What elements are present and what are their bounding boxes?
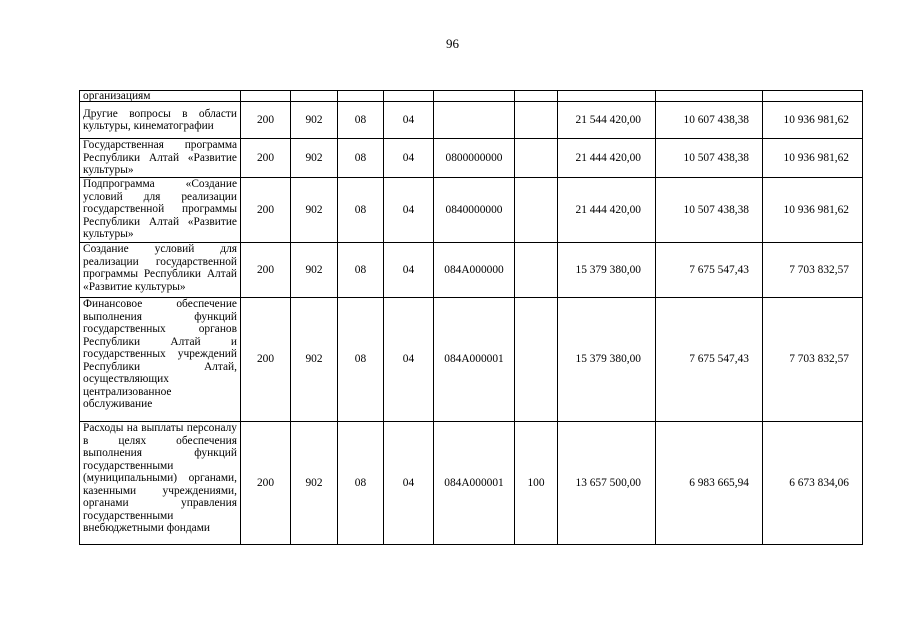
cell-target-article: 084A000000 (434, 243, 515, 298)
cell-target-article: 084A000001 (434, 422, 515, 545)
row-name: Другие вопросы в области культуры, кинематографии (80, 102, 241, 139)
cell-target-article: 0800000000 (434, 139, 515, 178)
page-number: 96 (446, 36, 459, 51)
cell-subsection: 04 (384, 243, 434, 298)
cell-amount-3: 10 936 981,62 (763, 139, 863, 178)
row-name: Государственная программа Республики Алтай «Развитие культуры» (80, 139, 241, 178)
cell-subsection: 04 (384, 298, 434, 422)
table-row (80, 102, 863, 139)
cell-target-article: 084A000001 (434, 298, 515, 422)
cell-section: 08 (338, 422, 384, 545)
cell-code-2 (291, 91, 338, 102)
cell-amount-2: 6 983 665,94 (656, 422, 763, 545)
cell-amount-3: 7 703 832,57 (763, 243, 863, 298)
cell-expense-type (515, 91, 558, 102)
cell-target-article (434, 102, 515, 139)
cell-expense-type (515, 102, 558, 139)
cell-code-2: 902 (291, 178, 338, 243)
table-row (80, 91, 863, 102)
row-name: Создание условий для реализации государственной программы Республики Алтай «Развитие культуры» (80, 243, 241, 298)
cell-amount-1: 21 444 420,00 (558, 139, 656, 178)
cell-expense-type (515, 139, 558, 178)
row-name: Подпрограмма «Создание условий для реализации государственной программы Республики Алтай «Развитие культуры» (80, 178, 241, 243)
table-row (80, 178, 863, 243)
cell-target-article: 0840000000 (434, 178, 515, 243)
cell-amount-2: 10 507 438,38 (656, 178, 763, 243)
row-name: организациям (80, 91, 241, 102)
cell-amount-1: 15 379 380,00 (558, 243, 656, 298)
cell-section: 08 (338, 243, 384, 298)
table-row (80, 139, 863, 178)
cell-expense-type (515, 243, 558, 298)
cell-amount-1 (558, 91, 656, 102)
cell-amount-3: 10 936 981,62 (763, 102, 863, 139)
cell-code-2: 902 (291, 243, 338, 298)
cell-expense-type (515, 298, 558, 422)
cell-code-1: 200 (241, 102, 291, 139)
cell-amount-1: 21 544 420,00 (558, 102, 656, 139)
table-row (80, 243, 863, 298)
cell-subsection: 04 (384, 178, 434, 243)
cell-code-2: 902 (291, 422, 338, 545)
cell-section: 08 (338, 298, 384, 422)
cell-subsection (384, 91, 434, 102)
cell-amount-2: 10 507 438,38 (656, 139, 763, 178)
row-name: Расходы на выплаты персоналу в целях обеспечения выполнения функций государственными (муниципальными) органами, казенными учреждениями, органами управления государственными внебюджетными фондами (80, 422, 241, 545)
cell-amount-1: 21 444 420,00 (558, 178, 656, 243)
cell-amount-3: 7 703 832,57 (763, 298, 863, 422)
cell-code-2: 902 (291, 139, 338, 178)
cell-code-1: 200 (241, 178, 291, 243)
cell-expense-type: 100 (515, 422, 558, 545)
cell-amount-3 (763, 91, 863, 102)
cell-subsection: 04 (384, 422, 434, 545)
cell-target-article (434, 91, 515, 102)
cell-subsection: 04 (384, 139, 434, 178)
cell-code-1: 200 (241, 139, 291, 178)
table-row (80, 298, 863, 422)
cell-section: 08 (338, 102, 384, 139)
cell-code-2: 902 (291, 102, 338, 139)
cell-code-2: 902 (291, 298, 338, 422)
cell-amount-3: 6 673 834,06 (763, 422, 863, 545)
cell-amount-2: 7 675 547,43 (656, 243, 763, 298)
cell-section (338, 91, 384, 102)
cell-amount-3: 10 936 981,62 (763, 178, 863, 243)
cell-section: 08 (338, 178, 384, 243)
budget-table (79, 90, 863, 545)
table-row (80, 422, 863, 545)
cell-amount-1: 13 657 500,00 (558, 422, 656, 545)
cell-amount-2: 10 607 438,38 (656, 102, 763, 139)
cell-subsection: 04 (384, 102, 434, 139)
cell-amount-1: 15 379 380,00 (558, 298, 656, 422)
cell-code-1 (241, 91, 291, 102)
row-name: Финансовое обеспечение выполнения функций государственных органов Республики Алтай и государственных учреждений Республики Алтай, осуществляющих централизованное обслуживание (80, 298, 241, 422)
cell-code-1: 200 (241, 243, 291, 298)
cell-amount-2: 7 675 547,43 (656, 298, 763, 422)
cell-amount-2 (656, 91, 763, 102)
cell-expense-type (515, 178, 558, 243)
cell-section: 08 (338, 139, 384, 178)
cell-code-1: 200 (241, 422, 291, 545)
cell-code-1: 200 (241, 298, 291, 422)
